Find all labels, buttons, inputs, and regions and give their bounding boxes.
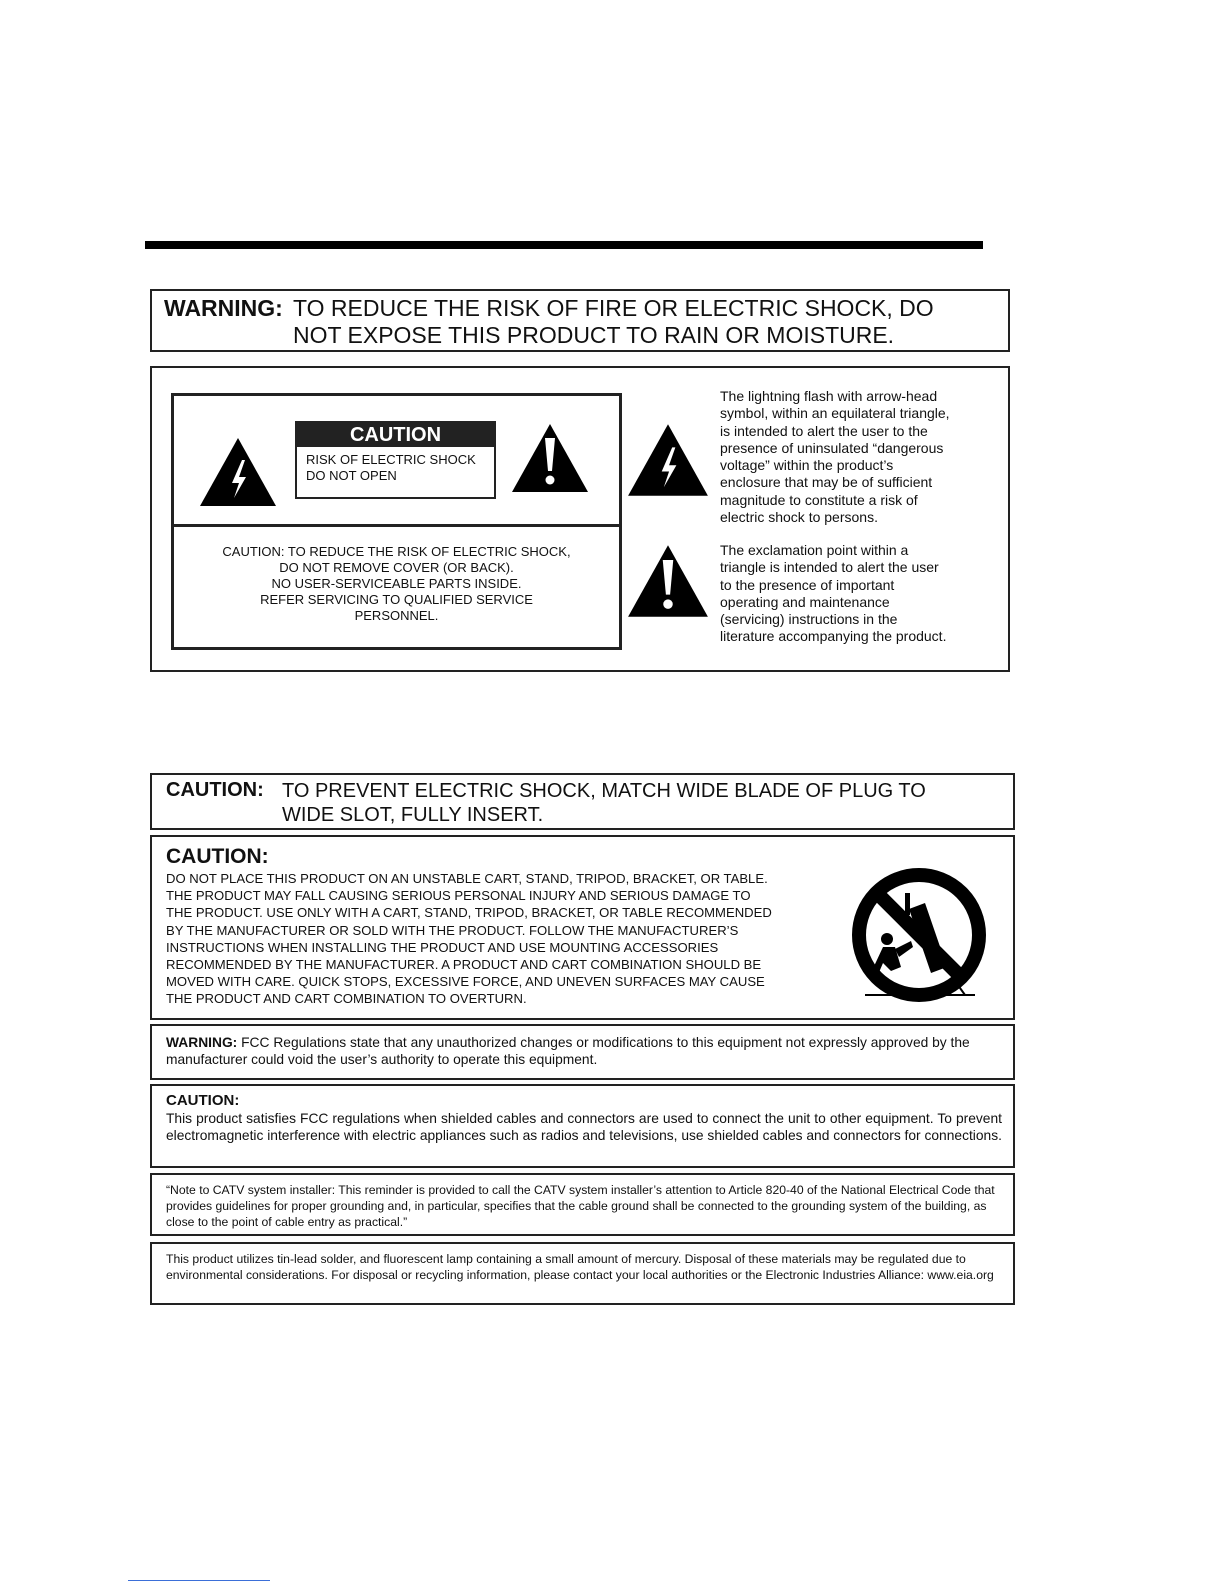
description-line: symbol, within an equilateral triangle, [720,405,950,422]
fcc-warning-label: WARNING: [166,1035,238,1050]
caution-sticker [295,421,496,499]
header-rule [145,241,983,249]
caution-panel-line: DO NOT REMOVE COVER (OR BACK). [279,560,514,575]
warning-label: WARNING: [164,295,283,321]
footer-rule [128,1580,270,1581]
caution-sticker-line1: RISK OF ELECTRIC SHOCK [306,452,476,467]
caution-cart-line: DO NOT PLACE THIS PRODUCT ON AN UNSTABLE CART, STAND, TRIPOD, BRACKET, OR TABLE. [166,871,768,886]
warning-moisture-box [150,289,1010,352]
caution-cart-text [166,870,841,1008]
description-line: literature accompanying the product. [720,628,947,645]
symbols-box [150,366,1010,672]
caution-panel-line: PERSONNEL. [354,608,439,623]
caution-cart-line: THE PRODUCT. USE ONLY WITH A CART, STAND, TRIPOD, BRACKET, OR TABLE RECOMMENDED [166,905,772,921]
disposal-note-text: This product utilizes tin-lead solder, and fluorescent lamp containing a small amount of mercury. Disposal of these materials may be regulated due to environmental considerations. For disposal or recycling information, please contact your local authorities or the Electronic Industries Alliance: www.eia.org [166,1252,994,1283]
warning-text [293,295,993,349]
caution-label-panel [171,393,622,650]
caution-cart-line: INSTRUCTIONS WHEN INSTALLING THE PRODUCT AND USE MOUNTING ACCESSORIES [166,939,719,955]
caution-shield-label: CAUTION: [166,1092,240,1109]
exclamation-symbol-icon [626,543,710,619]
description-line: The exclamation point within a [720,542,909,558]
catv-note-box [150,1173,1015,1236]
caution-plug-box [150,773,1015,830]
caution-plug-line1: TO PREVENT ELECTRIC SHOCK, MATCH WIDE BLADE OF PLUG TO [282,780,926,802]
description-line: presence of uninsulated “dangerous [720,439,944,456]
lightning-symbol-icon [626,422,710,498]
caution-cart-box [150,835,1015,1020]
exclamation-warning-icon [510,422,590,494]
caution-panel-line: REFER SERVICING TO QUALIFIED SERVICE [260,592,533,607]
caution-panel-text [174,544,619,624]
catv-note-text: “Note to CATV system installer: This reminder is provided to call the CATV system installer’s attention to Article 820-40 of the National Electrical Code that provides guidelines for proper grounding and, in particular, specifies that the cable ground shall be connected to the grounding system of the building, as close to the point of cable entry as practical.” [166,1183,995,1230]
caution-plug-label: CAUTION: [166,779,264,801]
warning-text-line1: TO REDUCE THE RISK OF FIRE OR ELECTRIC SHOCK, DO [293,295,934,321]
caution-cart-line: THE PRODUCT MAY FALL CAUSING SERIOUS PERSONAL INJURY AND SERIOUS DAMAGE TO [166,888,751,904]
description-line: voltage” within the product’s [720,457,894,474]
description-line: triangle is intended to alert the user [720,559,939,576]
caution-cart-label: CAUTION: [166,845,269,868]
caution-panel-line: NO USER-SERVICEABLE PARTS INSIDE. [271,576,522,591]
description-line: The lightning flash with arrow-head [720,388,938,404]
description-line: to the presence of important [720,576,895,593]
caution-cart-line: RECOMMENDED BY THE MANUFACTURER. A PRODUCT AND CART COMBINATION SHOULD BE [166,957,762,973]
fcc-warning-paragraph [166,1034,996,1069]
caution-cart-line: MOVED WITH CARE. QUICK STOPS, EXCESSIVE FORCE, AND UNEVEN SURFACES MAY CAUSE [166,974,765,990]
description-line: enclosure that may be of sufficient [720,474,933,491]
cart-tipover-icon [847,867,992,1007]
fcc-warning-box [150,1024,1015,1080]
caution-plug-text [282,779,982,827]
warning-text-line2: NOT EXPOSE THIS PRODUCT TO RAIN OR MOISTURE. [293,322,895,348]
caution-sticker-title: CAUTION [297,423,494,447]
panel-divider [174,524,619,527]
caution-shield-box [150,1084,1015,1168]
description-line: (servicing) instructions in the [720,611,898,628]
caution-cart-line: THE PRODUCT AND CART COMBINATION TO OVERTURN. [166,991,527,1007]
lightning-warning-icon [198,436,278,508]
description-line: is intended to alert the user to the [720,422,928,439]
caution-plug-line2: WIDE SLOT, FULLY INSERT. [282,804,544,826]
description-line: operating and maintenance [720,593,890,610]
fcc-warning-text: FCC Regulations state that any unauthorized changes or modifications to this equipment not expressly approved by the manufacturer could void the user’s authority to operate this equipment. [166,1035,970,1068]
caution-shield-text: This product satisfies FCC regulations when shielded cables and connectors are used to connect the unit to other equipment. To prevent electromagnetic interference with electric appliances such as radios and televisions, use shielded cables and connectors for connections. [166,1111,1002,1144]
exclamation-description [720,542,1000,646]
caution-panel-line: CAUTION: TO REDUCE THE RISK OF ELECTRIC SHOCK, [222,544,571,559]
description-line: electric shock to persons. [720,509,878,526]
caution-sticker-line2: DO NOT OPEN [306,468,397,483]
disposal-note-box [150,1242,1015,1305]
lightning-description [720,388,1000,526]
caution-cart-line: BY THE MANUFACTURER OR SOLD WITH THE PRODUCT. FOLLOW THE MANUFACTURER’S [166,922,739,938]
description-line: magnitude to constitute a risk of [720,491,918,508]
